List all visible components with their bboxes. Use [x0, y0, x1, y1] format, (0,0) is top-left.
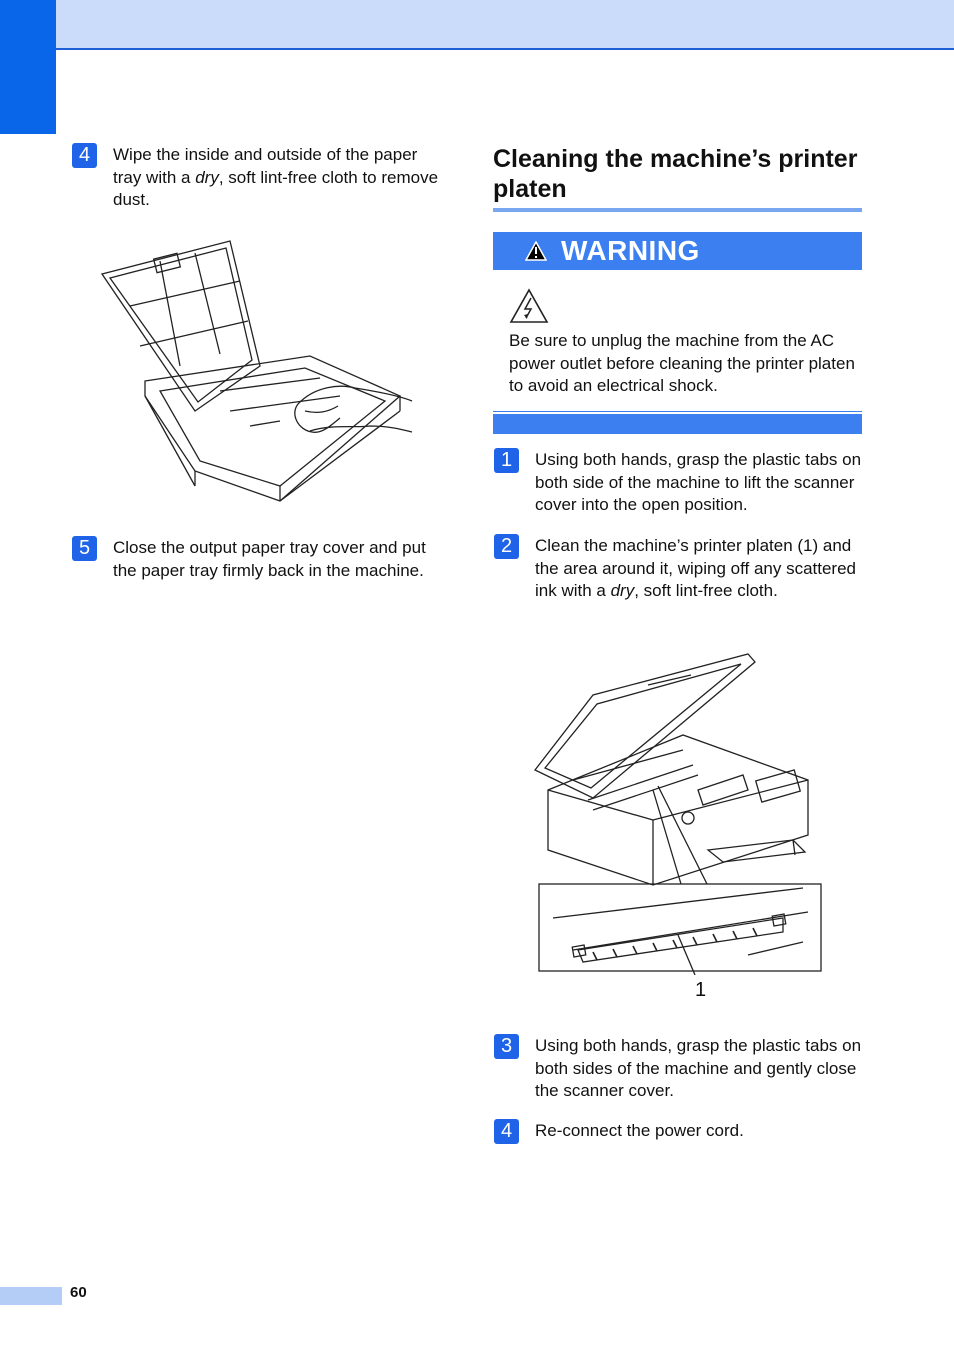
step-number-badge: 3 [494, 1034, 519, 1059]
step-text: Using both hands, grasp the plastic tabs on both side of the machine to lift the scanner cover into the open position. [535, 450, 862, 514]
warning-footer-bar [493, 414, 862, 434]
step-number-badge: 2 [494, 534, 519, 559]
callout-label-1: 1 [695, 979, 707, 1001]
left-step-4 [72, 144, 447, 212]
right-step-3 [494, 1035, 862, 1103]
heading-rule [493, 208, 862, 212]
step-text: Using both hands, grasp the plastic tabs on both sides of the machine and gently close the scanner cover. [535, 1036, 862, 1100]
step-number-badge: 4 [72, 143, 97, 168]
step-number-badge: 4 [494, 1119, 519, 1144]
chapter-tab [0, 0, 56, 134]
right-step-1 [494, 449, 862, 517]
left-step-5 [72, 537, 447, 582]
step-text: Wipe the inside and outside of the paper tray with a dry, soft lint-free cloth to remove dust. [113, 145, 439, 209]
step-text: Clean the machine’s printer platen (1) and the area around it, wiping off any scattered ink with a dry, soft lint-free cloth. [535, 536, 856, 600]
warning-label: WARNING [561, 235, 700, 266]
right-step-2 [494, 535, 862, 603]
right-step-4 [494, 1120, 862, 1144]
warning-divider [493, 411, 862, 412]
warning-banner [493, 232, 862, 270]
header-band [0, 0, 954, 50]
step-number-badge: 5 [72, 536, 97, 561]
footer-band [0, 1287, 62, 1305]
step-number-badge: 1 [494, 448, 519, 473]
page-number: 60 [70, 1284, 87, 1301]
step-text: Re-connect the power cord. [535, 1121, 744, 1140]
electrical-shock-icon [509, 288, 549, 324]
warning-text: Be sure to unplug the machine from the AC power outlet before cleaning the printer platen to avoid an electrical shock. [509, 331, 855, 395]
warning-triangle-icon [525, 241, 547, 261]
step-text: Close the output paper tray cover and put the paper tray firmly back in the machine. [113, 538, 426, 580]
section-title: Cleaning the machine’s printer platen [493, 145, 858, 203]
printer-platen-illustration [533, 650, 828, 975]
paper-tray-illustration [100, 236, 415, 506]
